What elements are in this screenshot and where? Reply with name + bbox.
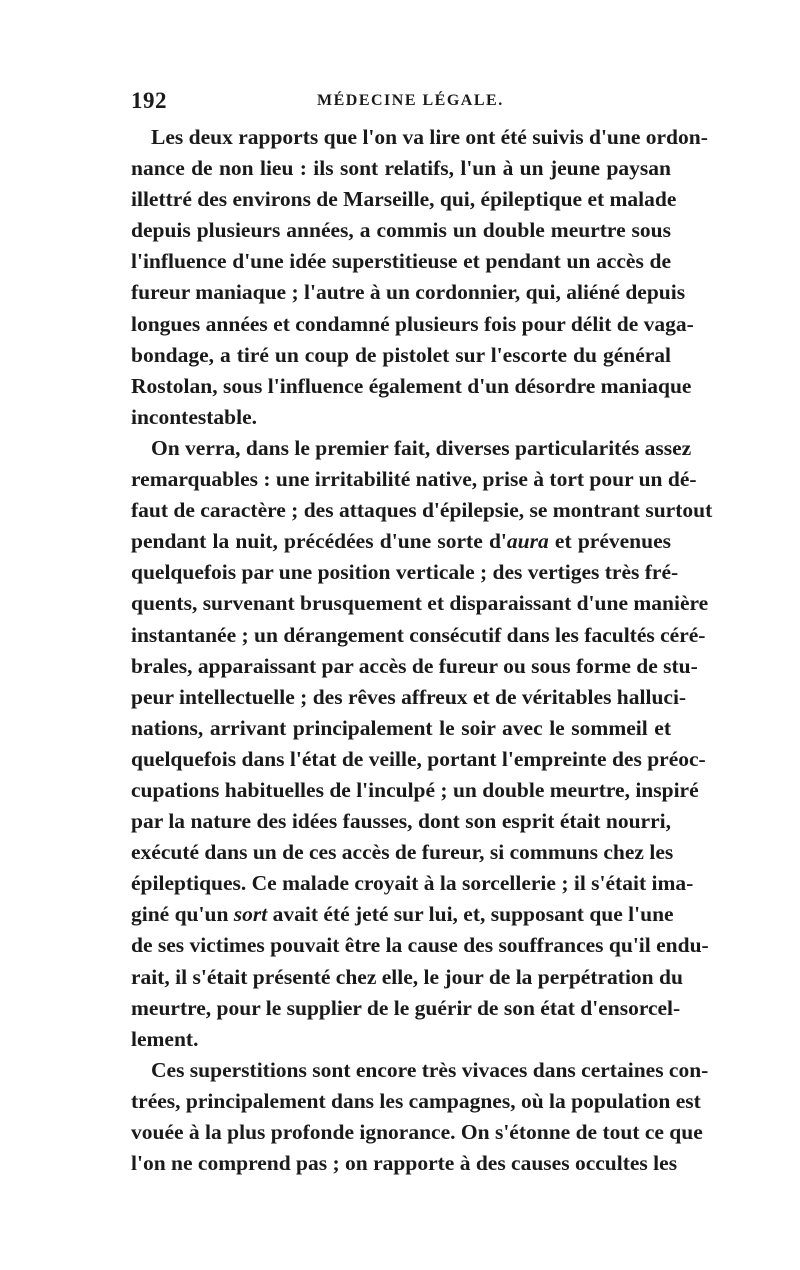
text-segment: pendant la nuit, précédées d'une sorte d' xyxy=(131,529,507,554)
text-line: Rostolan, sous l'influence également d'un désordre maniaque xyxy=(131,373,692,398)
text-line: longues années et condamné plusieurs fois pour délit de vaga- xyxy=(131,311,694,336)
text-line: quelquefois par une position verticale ; des vertiges très fré- xyxy=(131,560,679,585)
text-line: instantanée ; un dérangement consécutif dans les facultés céré- xyxy=(131,622,706,647)
text-line: rait, il s'était présenté chez elle, le jour de la perpétration du xyxy=(131,964,683,989)
text-line: fureur maniaque ; l'autre à un cordonnier, qui, aliéné depuis xyxy=(131,280,686,305)
paragraph-3 xyxy=(131,1055,709,1179)
text-line: cupations habituelles de l'inculpé ; un double meurtre, inspiré xyxy=(131,777,699,802)
text-line: de ses victimes pouvait être la cause des souffrances qu'il endu- xyxy=(131,933,709,958)
text-line: illettré des environs de Marseille, qui, épileptique et malade xyxy=(131,187,677,212)
text-line: exécuté dans un de ces accès de fureur, si communs chez les xyxy=(131,840,674,865)
text-line: Ces superstitions sont encore très vivaces dans certaines con- xyxy=(151,1057,709,1082)
text-segment: avait été jeté sur lui, et, supposant que l'une xyxy=(267,902,674,927)
text-line: depuis plusieurs années, a commis un double meurtre sous xyxy=(131,218,671,243)
text-line: nations, arrivant principalement le soir avec le sommeil et xyxy=(131,715,671,740)
paragraph-1 xyxy=(131,122,708,433)
text-segment: et prévenues xyxy=(548,529,671,554)
text-line: par la nature des idées fausses, dont son esprit était nourri, xyxy=(131,809,671,834)
text-line: vouée à la plus profonde ignorance. On s'étonne de tout ce que xyxy=(131,1120,703,1144)
text-line: incontestable. xyxy=(131,404,258,429)
italic-term: aura xyxy=(506,529,549,554)
text-line: l'on ne comprend pas ; on rapporte à des causes occultes les xyxy=(131,1151,678,1176)
text-line: quents, survenant brusquement et disparaissant d'une manière xyxy=(131,591,709,616)
text-line: remarquables : une irritabilité native, prise à tort pour un dé- xyxy=(131,467,697,492)
text-line: peur intellectuelle ; des rêves affreux et de véritables halluci- xyxy=(131,684,687,709)
page-header xyxy=(131,88,671,118)
text-line: brales, apparaissant par accès de fureur ou sous forme de stu- xyxy=(131,653,698,678)
text-line: meurtre, pour le supplier de le guérir de son état d'ensorcel- xyxy=(131,995,681,1020)
text-line xyxy=(131,526,671,557)
text-line: lement. xyxy=(131,1026,199,1051)
page-number: 192 xyxy=(131,88,167,113)
body-text xyxy=(131,122,713,1179)
text-line: quelquefois dans l'état de veille, portant l'empreinte des préoc- xyxy=(131,746,706,771)
italic-term: sort xyxy=(233,902,268,927)
text-line: nance de non lieu : ils sont relatifs, l'un à un jeune paysan xyxy=(131,156,671,181)
text-line: On verra, dans le premier fait, diverses particularités assez xyxy=(151,435,692,460)
text-segment: giné qu'un xyxy=(131,902,234,927)
text-line: l'influence d'une idée superstitieuse et pendant un accès de xyxy=(131,249,671,274)
paragraph-2 xyxy=(131,433,713,1055)
text-line: Les deux rapports que l'on va lire ont été suivis d'une ordon- xyxy=(151,125,708,149)
running-title: MÉDECINE LÉGALE. xyxy=(317,92,504,109)
text-line: faut de caractère ; des attaques d'épilepsie, se montrant surtout xyxy=(131,498,713,523)
text-line xyxy=(131,899,674,930)
text-line: bondage, a tiré un coup de pistolet sur l'escorte du général xyxy=(131,342,671,367)
text-line: trées, principalement dans les campagnes, où la population est xyxy=(131,1088,701,1113)
text-line: épileptiques. Ce malade croyait à la sorcellerie ; il s'était ima- xyxy=(131,871,694,896)
